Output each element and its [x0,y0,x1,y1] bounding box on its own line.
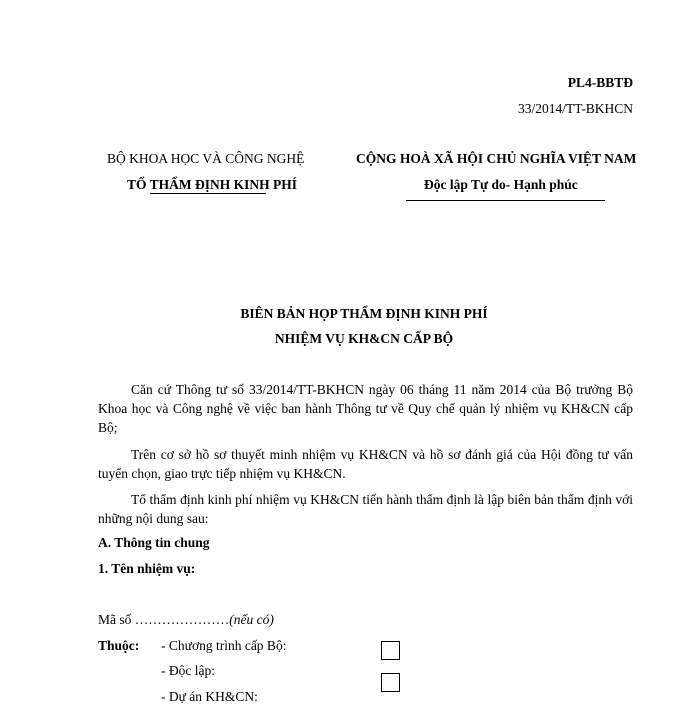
republic-title: CỘNG HOÀ XÃ HỘI CHỦ NGHĨA VIỆT NAM [356,151,637,166]
paragraph-committee-action: Tổ thẩm định kinh phí nhiệm vụ KH&CN tiến hành thẩm định là lập biên bản thẩm định với những nội dung sau: [98,492,633,526]
motto-underline [406,200,605,201]
option-ministry-program: - Chương trình cấp Bộ: [161,638,287,653]
ministry-name: BỘ KHOA HỌC VÀ CÔNG NGHỆ [107,151,305,166]
paragraph-legal-basis: Căn cứ Thông tư số 33/2014/TT-BKHCN ngày 06 tháng 11 năm 2014 của Bộ trưởng Bộ Khoa học và Công nghệ về việc ban hành Thông tư về Quy chế quản lý nhiệm vụ KH&CN cấp Bộ; [98,382,633,435]
task-code-note: (nếu có) [229,612,274,627]
committee-name: TỔ THẨM ĐỊNH KINH PHÍ [127,177,298,192]
task-name-label: 1. Tên nhiệm vụ: [98,561,196,576]
option-independent: - Độc lập: [161,663,215,678]
checkbox-ministry-program[interactable] [381,641,400,660]
task-code-label: Mã số ………………… [98,612,230,627]
document-subtitle: NHIỆM VỤ KH&CN CẤP BỘ [274,331,454,346]
circular-reference: 33/2014/TT-BKHCN [517,101,633,116]
form-code: PL4-BBTĐ [567,75,633,90]
checkbox-independent[interactable] [381,673,400,692]
option-science-project: - Dự án KH&CN: [161,689,258,704]
section-a-heading: A. Thông tin chung [98,535,210,550]
task-code-line [98,612,274,628]
national-motto: Độc lập Tự do- Hạnh phúc [424,177,578,192]
paragraph-dossier-basis: Trên cơ sở hồ sơ thuyết minh nhiệm vụ KH&CN và hồ sơ đánh giá của Hội đồng tư vấn tuyển chọn, giao trực tiếp nhiệm vụ KH&CN. [98,447,633,481]
belongs-label: Thuộc: [98,638,140,653]
committee-underline [150,193,266,194]
document-title: BIÊN BẢN HỌP THẨM ĐỊNH KINH PHÍ [240,306,488,321]
